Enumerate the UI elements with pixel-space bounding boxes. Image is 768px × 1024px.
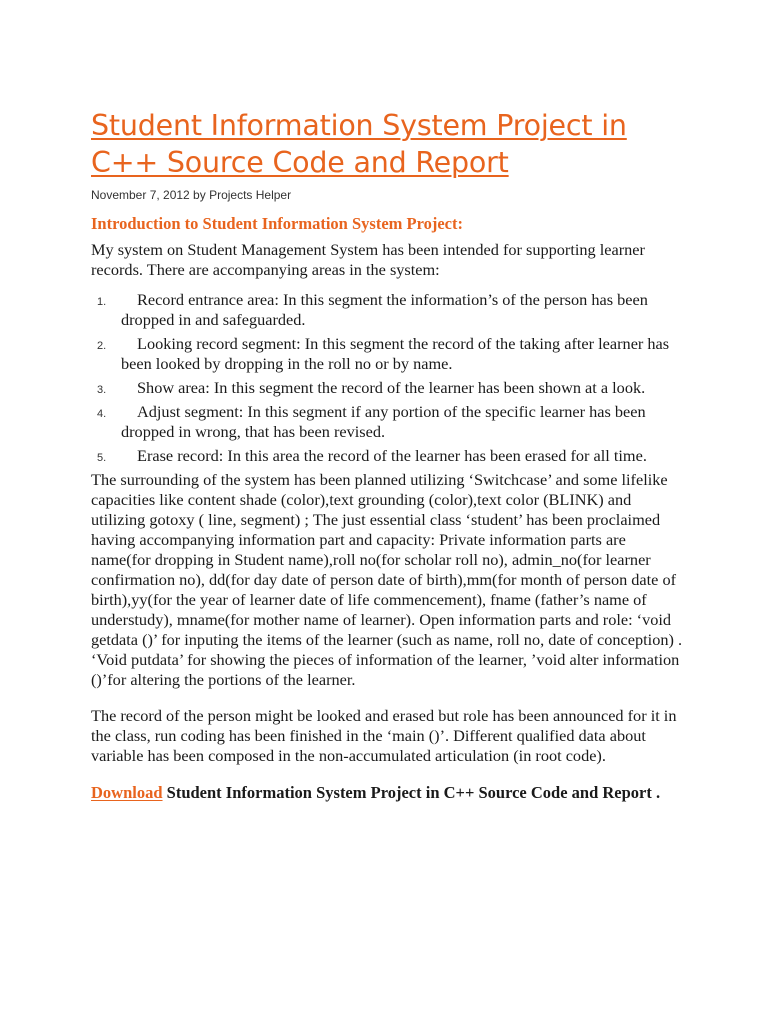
intro-heading: Introduction to Student Information System Project:	[91, 214, 463, 233]
environment-paragraph: The surrounding of the system has been planned utilizing ‘Switchcase’ and some lifelike capacities like content shade (color),text grounding (color),text color (BLINK) and utilizing gotoxy ( line, segment) ; The just essential class ‘student’ has been proclaimed having accompanying information part and capacity: Private information parts are name(for dropping in Student name),roll no(for scholar roll no), admin_no(for learner confirmation no), dd(for day date of person date of birth),mm(for month of person date of birth),yy(for the year of learner date of life commencement), fname (father’s name of understudy), mname(for mother name of learner). Open information parts and role: ‘void getdata ()’ for inputing the items of the learner (such as name, roll no, date of conception) . ‘Void putdata’ for showing the pieces of information of the learner, ’void alter information ()’for altering the portions of the learner.	[91, 470, 683, 689]
list-item	[91, 334, 683, 374]
article-title-link[interactable]: Student Information System Project in C++ Source Code and Report	[91, 109, 627, 179]
list-item	[91, 402, 683, 442]
record-paragraph: The record of the person might be looked and erased but role has been announced for it in the class, run coding has been finished in the ‘main ()’. Different qualified data about variable has been composed in the non-accumulated articulation (in root code).	[91, 706, 677, 765]
list-item-number: 1.	[97, 296, 107, 308]
list-item-text: Erase record: In this area the record of the learner has been erased for all time.	[137, 446, 647, 465]
list-item-number: 3.	[97, 384, 107, 396]
post-meta: November 7, 2012 by Projects Helper	[91, 188, 292, 202]
download-link[interactable]: Download	[91, 783, 163, 802]
download-line	[91, 782, 683, 804]
article-body	[91, 240, 683, 804]
list-item-text: Looking record segment: In this segment the record of the taking after learner has been looked by dropping in the roll no or by name.	[121, 334, 670, 373]
list-item-text: Show area: In this segment the record of the learner has been shown at a look.	[137, 378, 646, 397]
list-item-number: 5.	[97, 452, 107, 464]
list-item-number: 2.	[97, 340, 107, 352]
intro-paragraph: My system on Student Management System has been intended for supporting learner records. There are accompanying areas in the system:	[91, 240, 645, 279]
list-item-text: Record entrance area: In this segment the information’s of the person has been dropped in and safeguarded.	[121, 290, 648, 329]
download-description: Student Information System Project in C++ Source Code and Report .	[162, 783, 661, 802]
list-item-number: 4.	[97, 408, 107, 420]
list-item	[91, 378, 683, 398]
feature-list	[91, 290, 683, 466]
list-item-text: Adjust segment: In this segment if any portion of the specific learner has been dropped in wrong, that has been revised.	[121, 402, 646, 441]
list-item	[91, 446, 683, 466]
list-item	[91, 290, 683, 330]
